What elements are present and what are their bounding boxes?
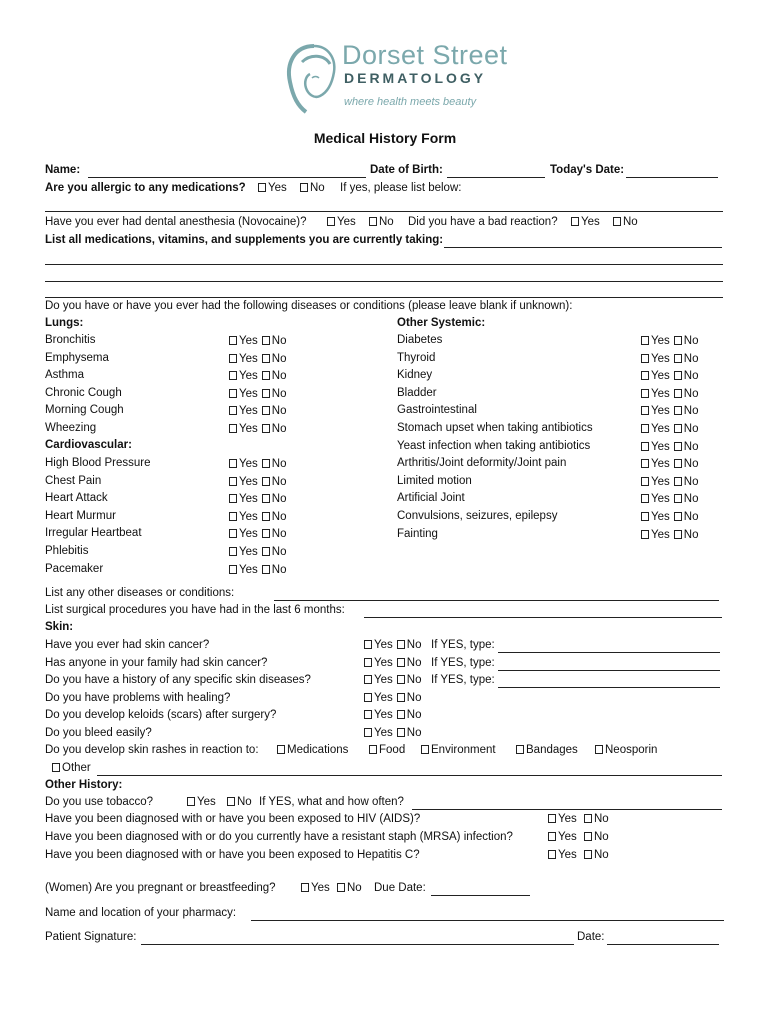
skin-question: Have you ever had skin cancer? — [45, 639, 210, 651]
rash-option[interactable]: Environment — [421, 744, 496, 756]
cardio-6-options — [229, 564, 290, 576]
lungs-1-yes[interactable]: Yes — [229, 353, 258, 365]
systemic-10-no[interactable]: No — [674, 511, 699, 523]
systemic-4-no[interactable]: No — [674, 405, 699, 417]
checkbox-icon — [641, 494, 649, 503]
checkbox-icon — [229, 371, 237, 380]
checkbox-icon — [364, 693, 372, 702]
mrsa-yes[interactable]: Yes — [548, 831, 577, 843]
tobacco-question: Do you use tobacco? — [45, 796, 154, 808]
cardio-4-no[interactable]: No — [262, 528, 287, 540]
if-yes-type-label: If YES, type: — [431, 674, 495, 687]
skin-q5-no[interactable]: No — [397, 709, 422, 721]
skin-q4-options — [364, 692, 425, 704]
checkbox-icon — [571, 217, 579, 226]
cardio-0-options — [229, 458, 290, 470]
other-history-heading: Other History: — [45, 779, 123, 791]
checkbox-icon — [327, 217, 335, 226]
bad-reaction-options — [571, 216, 642, 228]
surgical-label: List surgical procedures you have had in the last 6 months: — [45, 604, 345, 616]
systemic-11-options — [641, 529, 702, 541]
checkbox-icon — [641, 406, 649, 415]
systemic-2-yes[interactable]: Yes — [641, 370, 670, 382]
mrsa-options — [548, 831, 613, 843]
skin-q3-yes[interactable]: Yes — [364, 674, 393, 686]
cardio-5-yes[interactable]: Yes — [229, 546, 258, 558]
surgical-field[interactable] — [364, 617, 722, 618]
logo-face-icon — [284, 42, 340, 114]
hiv-options — [548, 813, 613, 825]
condition-label: Morning Cough — [45, 404, 124, 417]
checkbox-icon — [262, 459, 270, 468]
cardio-4-yes[interactable]: Yes — [229, 528, 258, 540]
skin-question: Do you develop keloids (scars) after surgery? — [45, 709, 277, 722]
checkbox-icon — [300, 183, 308, 192]
lungs-5-no[interactable]: No — [262, 423, 287, 435]
diseases-intro: Do you have or have you ever had the following diseases or conditions (please leave blank if unknown): — [45, 300, 573, 312]
allergic-options — [258, 182, 329, 194]
checkbox-icon — [229, 529, 237, 538]
checkbox-icon — [641, 424, 649, 433]
lungs-4-yes[interactable]: Yes — [229, 405, 258, 417]
bad-reaction-no[interactable]: No — [613, 216, 638, 228]
checkbox-icon — [364, 658, 372, 667]
systemic-6-no[interactable]: No — [674, 441, 699, 453]
bad-reaction-yes[interactable]: Yes — [571, 216, 600, 228]
cardio-5-no[interactable]: No — [262, 546, 287, 558]
skin-type-field[interactable] — [498, 652, 720, 653]
checkbox-icon — [548, 814, 556, 823]
skin-q1-no[interactable]: No — [397, 639, 422, 651]
rashes-question: Do you develop skin rashes in reaction to: — [45, 744, 259, 756]
if-yes-list-label: If yes, please list below: — [340, 182, 462, 194]
checkbox-icon — [641, 389, 649, 398]
rash-option[interactable]: Food — [369, 744, 405, 756]
checkbox-icon — [262, 547, 270, 556]
cardio-6-no[interactable]: No — [262, 564, 287, 576]
cardio-0-no[interactable]: No — [262, 458, 287, 470]
checkbox-icon — [613, 217, 621, 226]
systemic-8-options — [641, 476, 702, 488]
checkbox-icon — [674, 336, 682, 345]
checkbox-icon — [674, 354, 682, 363]
skin-question: Do you have a history of any specific skin diseases? — [45, 674, 311, 687]
condition-label: Chest Pain — [45, 474, 102, 487]
condition-label: Heart Attack — [45, 492, 108, 505]
other-systemic-heading: Other Systemic: — [397, 317, 486, 329]
condition-label: High Blood Pressure — [45, 457, 151, 469]
condition-label: Bladder — [397, 386, 437, 399]
cardio-2-yes[interactable]: Yes — [229, 493, 258, 505]
systemic-7-no[interactable]: No — [674, 458, 699, 470]
mrsa-no[interactable]: No — [584, 831, 609, 843]
systemic-1-yes[interactable]: Yes — [641, 353, 670, 365]
signature-label: Patient Signature: — [45, 931, 137, 943]
checkbox-icon — [641, 477, 649, 486]
mrsa-question: Have you been diagnosed with or do you currently have a resistant staph (MRSA) infection? — [45, 831, 513, 843]
checkbox-icon — [262, 371, 270, 380]
condition-label: Emphysema — [45, 351, 109, 364]
pregnant-yes[interactable]: Yes — [301, 882, 330, 894]
checkbox-icon — [369, 217, 377, 226]
checkbox-icon — [262, 512, 270, 521]
anesthesia-yes[interactable]: Yes — [327, 216, 356, 228]
checkbox-icon — [421, 745, 429, 754]
skin-q6-no[interactable]: No — [397, 727, 422, 739]
logo-tagline: where health meets beauty — [344, 96, 477, 108]
lungs-3-no[interactable]: No — [262, 388, 287, 400]
allergic-question: Are you allergic to any medications? — [45, 182, 246, 194]
systemic-8-no[interactable]: No — [674, 476, 699, 488]
checkbox-icon — [397, 710, 405, 719]
skin-question: Has anyone in your family had skin cancer? — [45, 656, 268, 669]
pharmacy-field[interactable] — [251, 920, 724, 921]
lungs-0-no[interactable]: No — [262, 335, 287, 347]
cardio-2-options — [229, 493, 290, 505]
skin-q3-options — [364, 674, 425, 686]
allergic-yes[interactable]: Yes — [258, 182, 287, 194]
checkbox-icon — [584, 814, 592, 823]
systemic-9-yes[interactable]: Yes — [641, 493, 670, 505]
skin-q4-yes[interactable]: Yes — [364, 692, 393, 704]
checkbox-icon — [229, 406, 237, 415]
systemic-8-yes[interactable]: Yes — [641, 476, 670, 488]
systemic-0-yes[interactable]: Yes — [641, 335, 670, 347]
systemic-5-options — [641, 423, 702, 435]
condition-label: Wheezing — [45, 422, 97, 434]
tobacco-no[interactable]: No — [227, 796, 252, 808]
checkbox-icon — [641, 530, 649, 539]
condition-label: Limited motion — [397, 474, 472, 487]
checkbox-icon — [262, 336, 270, 345]
systemic-6-options — [641, 441, 702, 453]
skin-q2-no[interactable]: No — [397, 657, 422, 669]
checkbox-icon — [397, 693, 405, 702]
condition-label: Artificial Joint — [397, 492, 465, 505]
checkbox-icon — [262, 389, 270, 398]
checkbox-icon — [674, 494, 682, 503]
checkbox-icon — [397, 658, 405, 667]
systemic-2-options — [641, 370, 702, 382]
condition-label: Thyroid — [397, 351, 436, 364]
signature-field[interactable] — [141, 944, 574, 945]
checkbox-icon — [229, 459, 237, 468]
bad-reaction-question: Did you have a bad reaction? — [408, 216, 558, 228]
dob-label: Date of Birth: — [370, 164, 443, 176]
systemic-7-options — [641, 458, 702, 470]
anesthesia-question: Have you ever had dental anesthesia (Novocaine)? — [45, 216, 307, 228]
lungs-heading: Lungs: — [45, 317, 84, 329]
checkbox-icon — [674, 459, 682, 468]
checkbox-icon — [364, 640, 372, 649]
skin-q6-options — [364, 727, 425, 739]
medications-label: List all medications, vitamins, and supplements you are currently taking: — [45, 234, 444, 246]
systemic-4-yes[interactable]: Yes — [641, 405, 670, 417]
if-yes-type-label: If YES, type: — [431, 656, 495, 669]
cardio-1-yes[interactable]: Yes — [229, 476, 258, 488]
pregnant-no[interactable]: No — [337, 882, 362, 894]
checkbox-icon — [397, 640, 405, 649]
systemic-1-no[interactable]: No — [674, 353, 699, 365]
checkbox-icon — [229, 494, 237, 503]
checkbox-icon — [301, 883, 309, 892]
lungs-1-no[interactable]: No — [262, 353, 287, 365]
logo — [284, 40, 508, 120]
skin-q2-yes[interactable]: Yes — [364, 657, 393, 669]
skin-q1-yes[interactable]: Yes — [364, 639, 393, 651]
condition-label: Gastrointestinal — [397, 404, 477, 417]
condition-label: Asthma — [45, 369, 84, 382]
checkbox-icon — [595, 745, 603, 754]
checkbox-icon — [674, 477, 682, 486]
checkbox-icon — [516, 745, 524, 754]
skin-q2-options — [364, 657, 425, 669]
medications-field-3[interactable] — [45, 281, 723, 282]
lungs-1-options — [229, 353, 290, 365]
cardio-3-options — [229, 511, 290, 523]
checkbox-icon — [397, 728, 405, 737]
systemic-11-yes[interactable]: Yes — [641, 529, 670, 541]
checkbox-icon — [229, 354, 237, 363]
rash-option[interactable]: Medications — [277, 744, 348, 756]
dob-field[interactable] — [447, 177, 545, 178]
skin-q6-yes[interactable]: Yes — [364, 727, 393, 739]
systemic-9-options — [641, 493, 702, 505]
systemic-9-no[interactable]: No — [674, 493, 699, 505]
cardiovascular-heading: Cardiovascular: — [45, 439, 132, 451]
systemic-6-yes[interactable]: Yes — [641, 441, 670, 453]
checkbox-icon — [641, 371, 649, 380]
condition-label: Pacemaker — [45, 562, 104, 575]
rash-option[interactable]: Neosporin — [595, 744, 657, 756]
pharmacy-label: Name and location of your pharmacy: — [45, 907, 237, 919]
hiv-no[interactable]: No — [584, 813, 609, 825]
systemic-4-options — [641, 405, 702, 417]
cardio-1-no[interactable]: No — [262, 476, 287, 488]
anesthesia-no[interactable]: No — [369, 216, 394, 228]
checkbox-icon — [262, 477, 270, 486]
checkbox-icon — [548, 832, 556, 841]
cardio-6-yes[interactable]: Yes — [229, 564, 258, 576]
checkbox-icon — [229, 547, 237, 556]
allergy-list-field[interactable] — [45, 211, 723, 212]
hep-question: Have you been diagnosed with or have you been exposed to Hepatitis C? — [45, 849, 420, 861]
due-date-field[interactable] — [431, 895, 530, 896]
due-date-label: Due Date: — [374, 882, 426, 894]
logo-subtitle: DERMATOLOGY — [344, 70, 487, 86]
checkbox-icon — [262, 424, 270, 433]
systemic-3-yes[interactable]: Yes — [641, 388, 670, 400]
cardio-0-yes[interactable]: Yes — [229, 458, 258, 470]
checkbox-icon — [584, 832, 592, 841]
lungs-2-no[interactable]: No — [262, 370, 287, 382]
name-label: Name: — [45, 164, 81, 176]
medications-field-2[interactable] — [45, 264, 723, 265]
checkbox-icon — [674, 406, 682, 415]
systemic-11-no[interactable]: No — [674, 529, 699, 541]
systemic-2-no[interactable]: No — [674, 370, 699, 382]
condition-label: Phlebitis — [45, 545, 89, 557]
cardio-3-no[interactable]: No — [262, 511, 287, 523]
systemic-10-yes[interactable]: Yes — [641, 511, 670, 523]
medications-field-4[interactable] — [45, 297, 723, 298]
signature-date-field[interactable] — [607, 944, 719, 945]
lungs-2-options — [229, 370, 290, 382]
condition-label: Irregular Heartbeat — [45, 527, 142, 540]
other-diseases-label: List any other diseases or conditions: — [45, 587, 235, 599]
checkbox-icon — [674, 424, 682, 433]
skin-question: Do you bleed easily? — [45, 727, 152, 739]
lungs-4-options — [229, 405, 290, 417]
skin-type-field[interactable] — [498, 687, 720, 688]
condition-label: Stomach upset when taking antibiotics — [397, 422, 593, 434]
checkbox-icon — [641, 354, 649, 363]
other-diseases-field[interactable] — [274, 600, 719, 601]
checkbox-icon — [262, 354, 270, 363]
allergic-no[interactable]: No — [300, 182, 325, 194]
skin-q5-yes[interactable]: Yes — [364, 709, 393, 721]
checkbox-icon — [262, 406, 270, 415]
checkbox-icon — [674, 530, 682, 539]
checkbox-icon — [641, 512, 649, 521]
tobacco-followup-field[interactable] — [412, 809, 722, 810]
skin-q4-no[interactable]: No — [397, 692, 422, 704]
tobacco-followup-label: If YES, what and how often? — [259, 796, 404, 808]
cardio-5-options — [229, 546, 290, 558]
today-label: Today's Date: — [550, 164, 625, 176]
hep-yes[interactable]: Yes — [548, 849, 577, 861]
rash-other-field[interactable] — [97, 775, 722, 776]
lungs-0-yes[interactable]: Yes — [229, 335, 258, 347]
checkbox-icon — [229, 565, 237, 574]
condition-label: Kidney — [397, 369, 433, 382]
condition-label: Heart Murmur — [45, 509, 116, 522]
checkbox-icon — [229, 336, 237, 345]
name-field[interactable] — [88, 177, 366, 178]
checkbox-icon — [369, 745, 377, 754]
checkbox-icon — [262, 529, 270, 538]
lungs-3-yes[interactable]: Yes — [229, 388, 258, 400]
rash-other[interactable]: Other — [52, 762, 91, 774]
condition-label: Fainting — [397, 527, 438, 540]
checkbox-icon — [641, 336, 649, 345]
checkbox-icon — [229, 477, 237, 486]
today-field[interactable] — [626, 177, 718, 178]
checkbox-icon — [641, 442, 649, 451]
checkbox-icon — [52, 763, 60, 772]
systemic-5-yes[interactable]: Yes — [641, 423, 670, 435]
checkbox-icon — [227, 797, 235, 806]
hep-no[interactable]: No — [584, 849, 609, 861]
checkbox-icon — [229, 512, 237, 521]
lungs-3-options — [229, 388, 290, 400]
systemic-5-no[interactable]: No — [674, 423, 699, 435]
checkbox-icon — [187, 797, 195, 806]
tobacco-options — [187, 796, 256, 808]
skin-question: Do you have problems with healing? — [45, 691, 231, 704]
lungs-4-no[interactable]: No — [262, 405, 287, 417]
logo-name: Dorset Street — [342, 40, 508, 70]
lungs-5-options — [229, 423, 290, 435]
checkbox-icon — [548, 850, 556, 859]
cardio-2-no[interactable]: No — [262, 493, 287, 505]
checkbox-icon — [674, 389, 682, 398]
systemic-1-options — [641, 353, 702, 365]
systemic-3-options — [641, 388, 702, 400]
skin-q5-options — [364, 709, 425, 721]
checkbox-icon — [397, 675, 405, 684]
systemic-7-yes[interactable]: Yes — [641, 458, 670, 470]
skin-type-field[interactable] — [498, 670, 720, 671]
checkbox-icon — [641, 459, 649, 468]
condition-label: Convulsions, seizures, epilepsy — [397, 510, 558, 522]
checkbox-icon — [584, 850, 592, 859]
hep-options — [548, 849, 613, 861]
systemic-3-no[interactable]: No — [674, 388, 699, 400]
checkbox-icon — [229, 389, 237, 398]
if-yes-type-label: If YES, type: — [431, 639, 495, 651]
checkbox-icon — [262, 494, 270, 503]
checkbox-icon — [258, 183, 266, 192]
condition-label: Diabetes — [397, 334, 443, 346]
skin-q1-options — [364, 639, 425, 651]
systemic-0-no[interactable]: No — [674, 335, 699, 347]
condition-label: Arthritis/Joint deformity/Joint pain — [397, 457, 567, 470]
hiv-yes[interactable]: Yes — [548, 813, 577, 825]
condition-label: Yeast infection when taking antibiotics — [397, 439, 591, 452]
checkbox-icon — [364, 728, 372, 737]
rash-option[interactable]: Bandages — [516, 744, 578, 756]
lungs-5-yes[interactable]: Yes — [229, 423, 258, 435]
checkbox-icon — [229, 424, 237, 433]
hiv-question: Have you been diagnosed with or have you been exposed to HIV (AIDS)? — [45, 813, 421, 825]
cardio-1-options — [229, 476, 290, 488]
checkbox-icon — [674, 371, 682, 380]
skin-heading: Skin: — [45, 621, 74, 633]
condition-label: Bronchitis — [45, 334, 96, 346]
systemic-0-options — [641, 335, 702, 347]
checkbox-icon — [674, 442, 682, 451]
skin-q3-no[interactable]: No — [397, 674, 422, 686]
pregnant-question: (Women) Are you pregnant or breastfeeding? — [45, 882, 276, 894]
page-title: Medical History Form — [313, 130, 457, 146]
checkbox-icon — [674, 512, 682, 521]
checkbox-icon — [337, 883, 345, 892]
tobacco-yes[interactable]: Yes — [187, 796, 216, 808]
lungs-2-yes[interactable]: Yes — [229, 370, 258, 382]
checkbox-icon — [277, 745, 285, 754]
pregnant-options — [301, 882, 366, 894]
anesthesia-options — [327, 216, 398, 228]
lungs-0-options — [229, 335, 290, 347]
checkbox-icon — [262, 565, 270, 574]
checkbox-icon — [364, 710, 372, 719]
signature-date-label: Date: — [577, 931, 605, 943]
cardio-3-yes[interactable]: Yes — [229, 511, 258, 523]
medications-field-1[interactable] — [444, 247, 722, 248]
systemic-10-options — [641, 511, 702, 523]
cardio-4-options — [229, 528, 290, 540]
checkbox-icon — [364, 675, 372, 684]
condition-label: Chronic Cough — [45, 386, 122, 399]
